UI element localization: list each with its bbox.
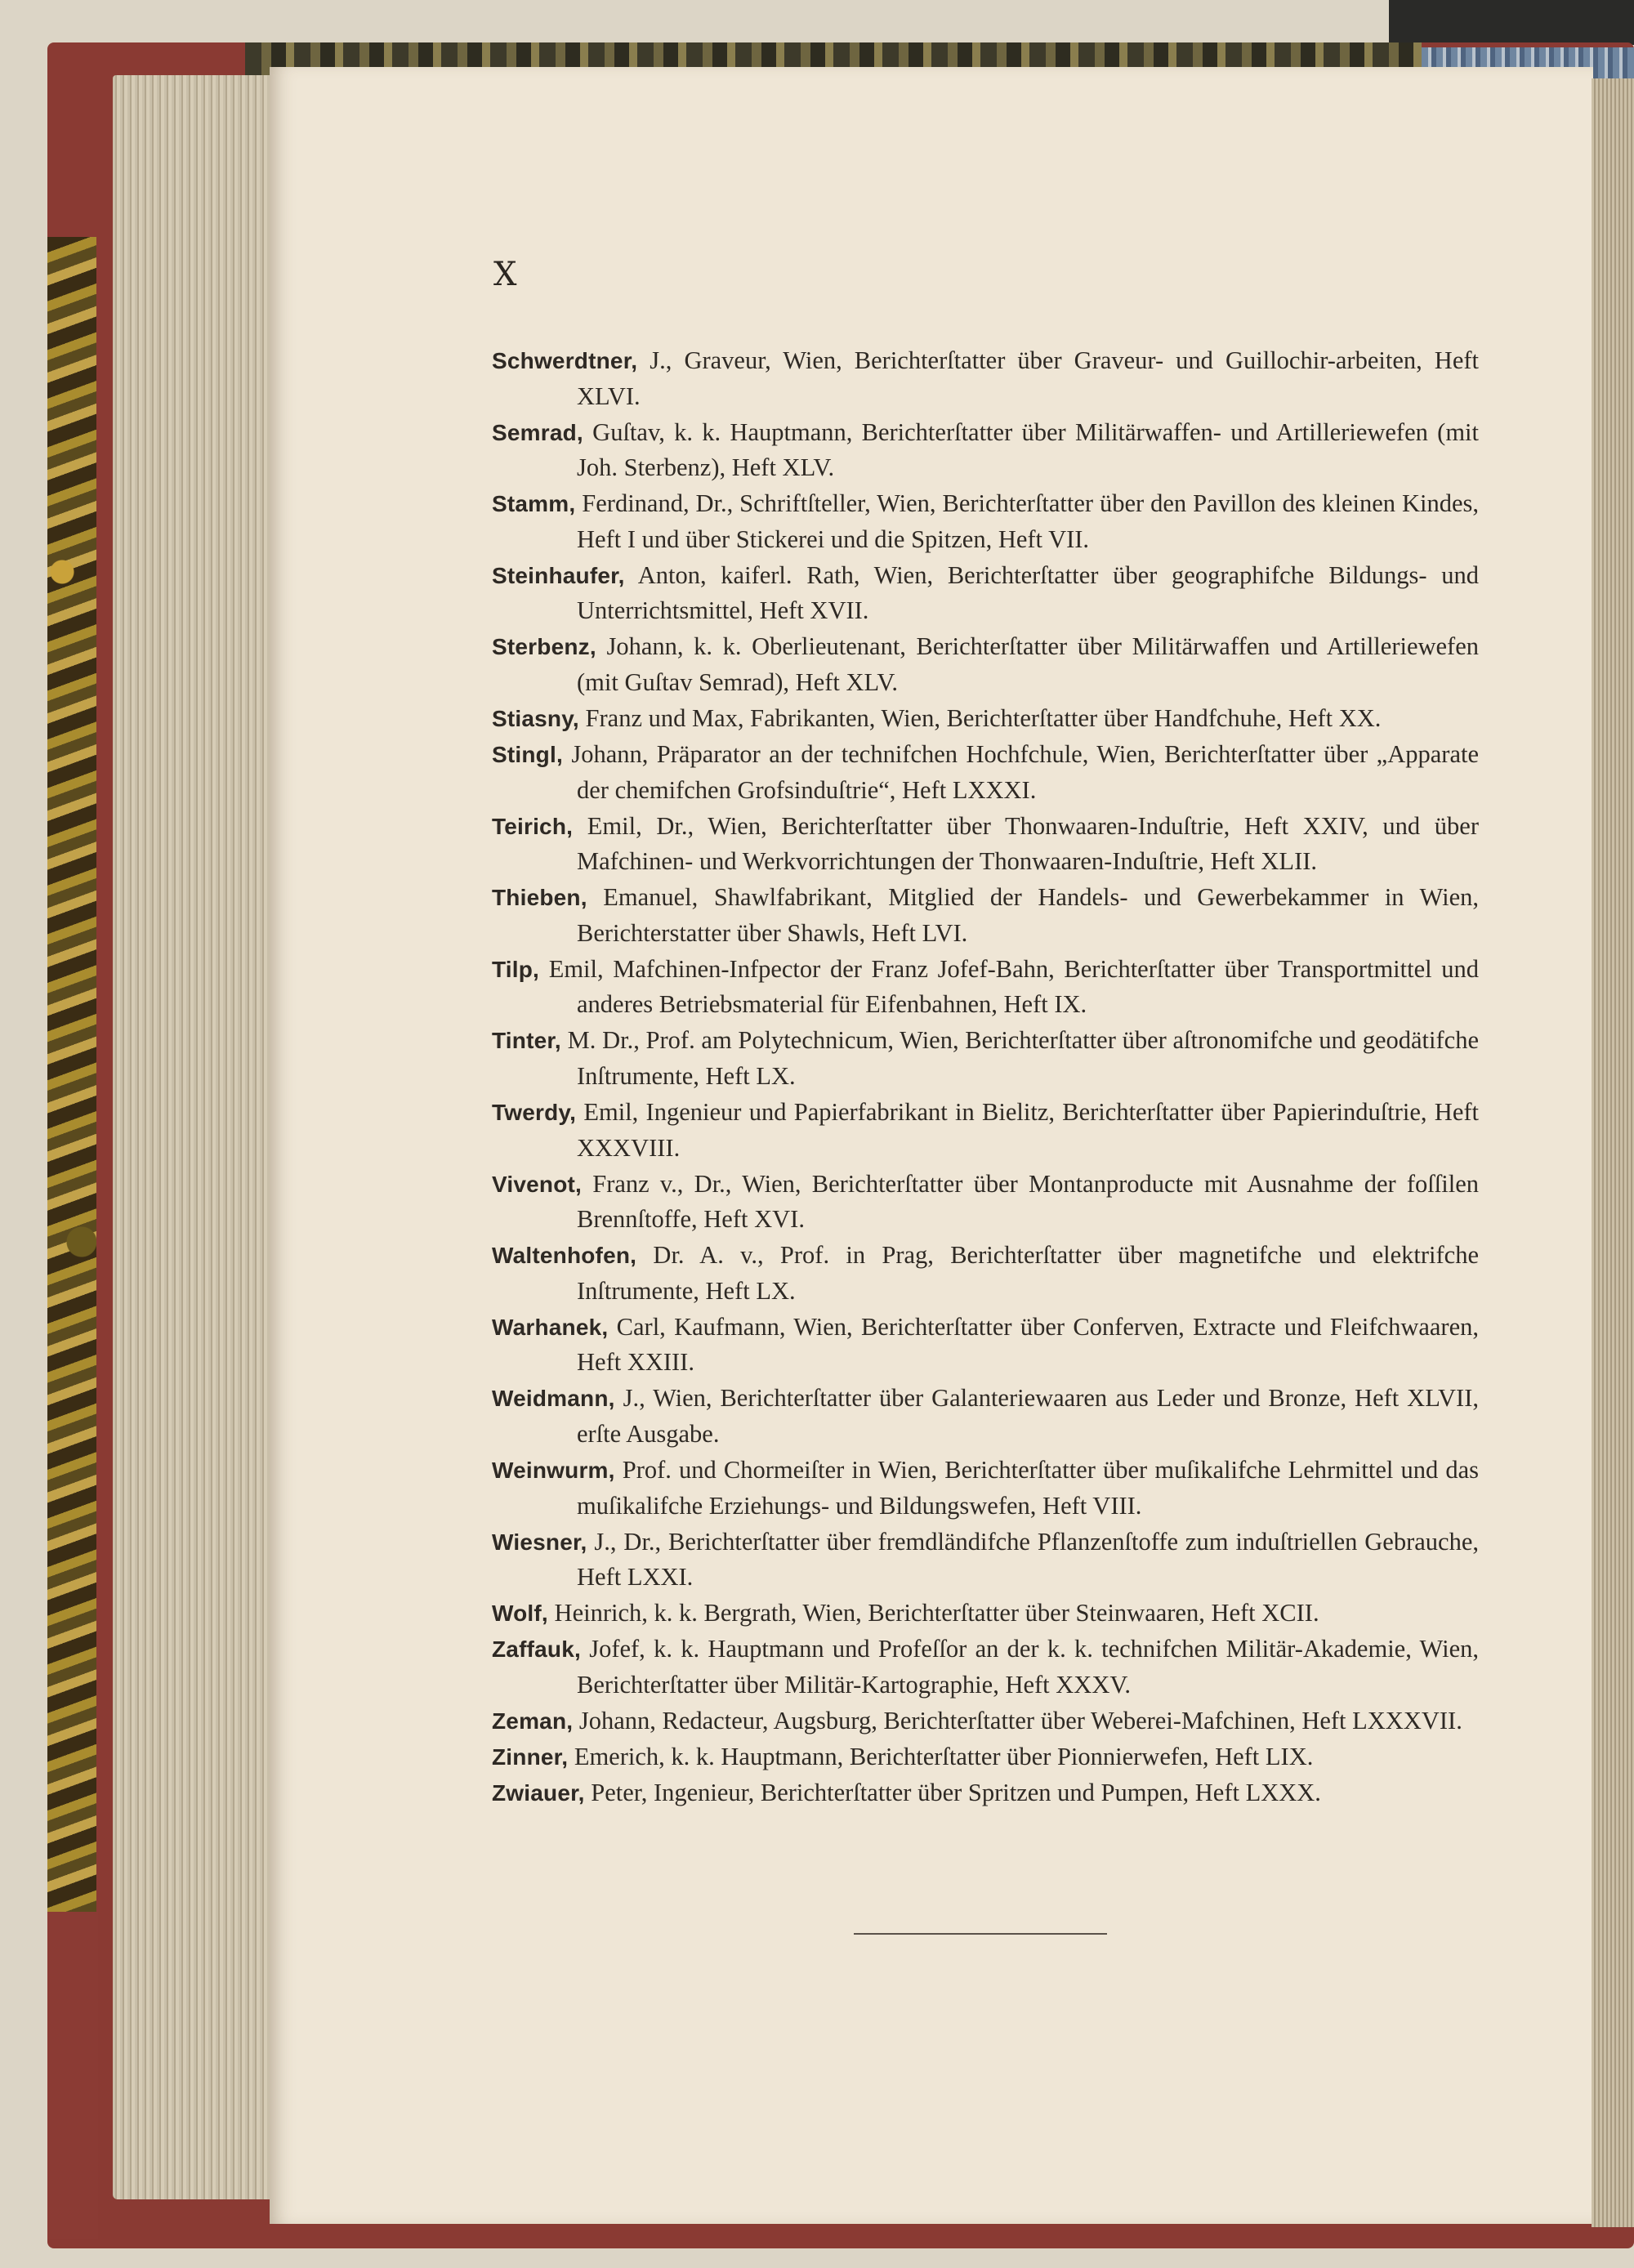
page-stack-right (1592, 78, 1634, 2227)
entry-name: Stiasny, (492, 705, 579, 731)
entry-text: J., Dr., Berichterſtatter über fremdländifche Pflanzenſtoffe zum induſtriellen Gebrauche, Heft LXXI. (577, 1527, 1479, 1592)
list-item (492, 701, 1479, 737)
cover-leather (47, 1912, 98, 2239)
entry-text: Emil, Dr., Wien, Berichterſtatter über Thonwaaren-Induſtrie, Heft XXIV, und über Mafchinen- und Werkvorrichtungen der Thonwaaren-Induſtrie, Heft XLII. (573, 811, 1479, 876)
entry-name: Twerdy, (492, 1100, 577, 1126)
list-item (492, 1703, 1479, 1739)
entry-name: Sterbenz, (492, 634, 596, 660)
list-item (492, 415, 1479, 486)
entry-name: Tilp, (492, 956, 540, 982)
list-item (492, 1525, 1479, 1596)
list-item (492, 737, 1479, 808)
entry-name: Schwerdtner, (492, 348, 638, 373)
list-item (492, 1095, 1479, 1166)
list-item (492, 629, 1479, 700)
entry-text: Emil, Mafchinen-Infpector der Franz Jofef-Bahn, Berichterſtatter über Transportmittel und anderes Betriebsmaterial für Eifenbahnen, Heft IX. (539, 954, 1479, 1019)
entry-name: Zinner, (492, 1743, 569, 1770)
entry-text: Prof. und Chormeiſter in Wien, Berichterſtatter über muſikalifche Lehrmittel und das muſikalifche Erziehungs- und Bildungswefen, Heft VIII. (577, 1456, 1479, 1520)
page-number: X (493, 256, 517, 293)
entry-text: J., Graveur, Wien, Berichterſtatter über Graveur- und Guillochir-arbeiten, Heft XLVI. (577, 346, 1479, 410)
list-item (492, 809, 1479, 880)
entry-name: Thieben, (492, 885, 587, 911)
entry-name: Waltenhofen, (492, 1243, 637, 1269)
entry-name: Stamm, (492, 491, 576, 517)
entry-text: Emanuel, Shawlfabrikant, Mitglied der Handels- und Gewerbekammer in Wien, Berichterstatter über Shawls, Heft LVI. (577, 883, 1479, 947)
list-item (492, 1775, 1479, 1811)
entry-text: Dr. A. v., Prof. in Prag, Berichterſtatter über magnetifche und elektrifche Inſtrumente, Heft LX. (577, 1241, 1479, 1305)
entry-name: Semrad, (492, 419, 583, 445)
entry-text: Peter, Ingenieur, Berichterſtatter über Spritzen und Pumpen, Heft LXXX. (584, 1779, 1321, 1807)
entry-text: Johann, Präparator an der technifchen Hochfchule, Wien, Berichterſtatter über „Apparate der chemifchen Grofsinduſtrie“, Heft LXXXI. (562, 740, 1479, 804)
reporter-register (492, 343, 1479, 1811)
list-item (492, 558, 1479, 629)
list-item (492, 486, 1479, 557)
entry-text: Anton, kaiferl. Rath, Wien, Berichterſtatter über geographifche Bildungs- und Unterrichtsmittel, Heft XVII. (577, 560, 1479, 625)
page-stack-left (113, 75, 275, 2199)
list-item (492, 880, 1479, 951)
entry-text: Johann, k. k. Oberlieutenant, Berichterſtatter über Militärwaffen und Artilleriewefen (mit Guſtav Semrad), Heft XLV. (577, 632, 1479, 696)
entry-text: Guſtav, k. k. Hauptmann, Berichterſtatter über Militärwaffen- und Artilleriewefen (mit Joh. Sterbenz), Heft XLV. (577, 417, 1479, 482)
entry-name: Warhanek, (492, 1314, 609, 1340)
entry-name: Steinhaufer, (492, 562, 625, 588)
entry-name: Tinter, (492, 1028, 561, 1054)
list-item (492, 1632, 1479, 1703)
list-item (492, 1238, 1479, 1309)
list-item (492, 1310, 1479, 1381)
entry-text: Emerich, k. k. Hauptmann, Berichterſtatter über Pionnierwefen, Heft LIX. (568, 1742, 1314, 1770)
list-item (492, 1739, 1479, 1775)
list-item (492, 1023, 1479, 1094)
entry-name: Wolf, (492, 1601, 548, 1627)
list-item (492, 343, 1479, 414)
marbled-edge (47, 237, 96, 1912)
entry-text: Carl, Kaufmann, Wien, Berichterſtatter über Conferven, Extracte und Fleifchwaaren, Heft XXIII. (577, 1312, 1479, 1377)
entry-name: Zwiauer, (492, 1780, 585, 1806)
entry-name: Zaffauk, (492, 1636, 581, 1663)
entry-text: J., Wien, Berichterſtatter über Galanteriewaaren aus Leder und Bronze, Heft XLVII, erſte Ausgabe. (577, 1384, 1479, 1448)
entry-name: Vivenot, (492, 1171, 583, 1197)
entry-text: Jofef, k. k. Hauptmann und Profeſſor an der k. k. technifchen Militär-Akademie, Wien, Berichterſtatter über Militär-Kartographie, Heft XXXV. (577, 1635, 1479, 1699)
background-corner (1389, 0, 1634, 45)
list-item (492, 1381, 1479, 1452)
entry-text: Franz und Max, Fabrikanten, Wien, Berichterſtatter über Handfchuhe, Heft XX. (578, 703, 1382, 732)
list-item (492, 1167, 1479, 1238)
entry-text: Heinrich, k. k. Bergrath, Wien, Berichterſtatter über Steinwaaren, Heft XCII. (547, 1599, 1319, 1627)
entry-text: M. Dr., Prof. am Polytechnicum, Wien, Berichterſtatter über aſtronomifche und geodätifche Inſtrumente, Heft LX. (560, 1026, 1479, 1090)
entry-text: Ferdinand, Dr., Schriftſteller, Wien, Berichterſtatter über den Pavillon des kleinen Kindes, Heft I und über Stickerei und die Spitzen, Heft VII. (575, 489, 1479, 553)
entry-name: Zeman, (492, 1708, 574, 1734)
list-item (492, 1453, 1479, 1524)
entry-name: Teirich, (492, 813, 574, 839)
entry-name: Wiesner, (492, 1529, 587, 1555)
entry-text: Franz v., Dr., Wien, Berichterſtatter über Montanproducte mit Ausnahme der foſſilen Brennſtoffe, Heft XVI. (577, 1169, 1479, 1234)
entry-name: Stingl, (492, 742, 563, 768)
entry-name: Weidmann, (492, 1386, 615, 1412)
list-item (492, 952, 1479, 1023)
entry-name: Weinwurm, (492, 1458, 615, 1483)
entry-text: Emil, Ingenieur und Papierfabrikant in Bielitz, Berichterſtatter über Papierinduſtrie, Heft XXXVIII. (576, 1098, 1479, 1162)
entry-text: Johann, Redacteur, Augsburg, Berichterſtatter über Weberei-Mafchinen, Heft LXXXVII. (573, 1706, 1462, 1734)
closing-rule (854, 1933, 1107, 1935)
list-item (492, 1596, 1479, 1632)
